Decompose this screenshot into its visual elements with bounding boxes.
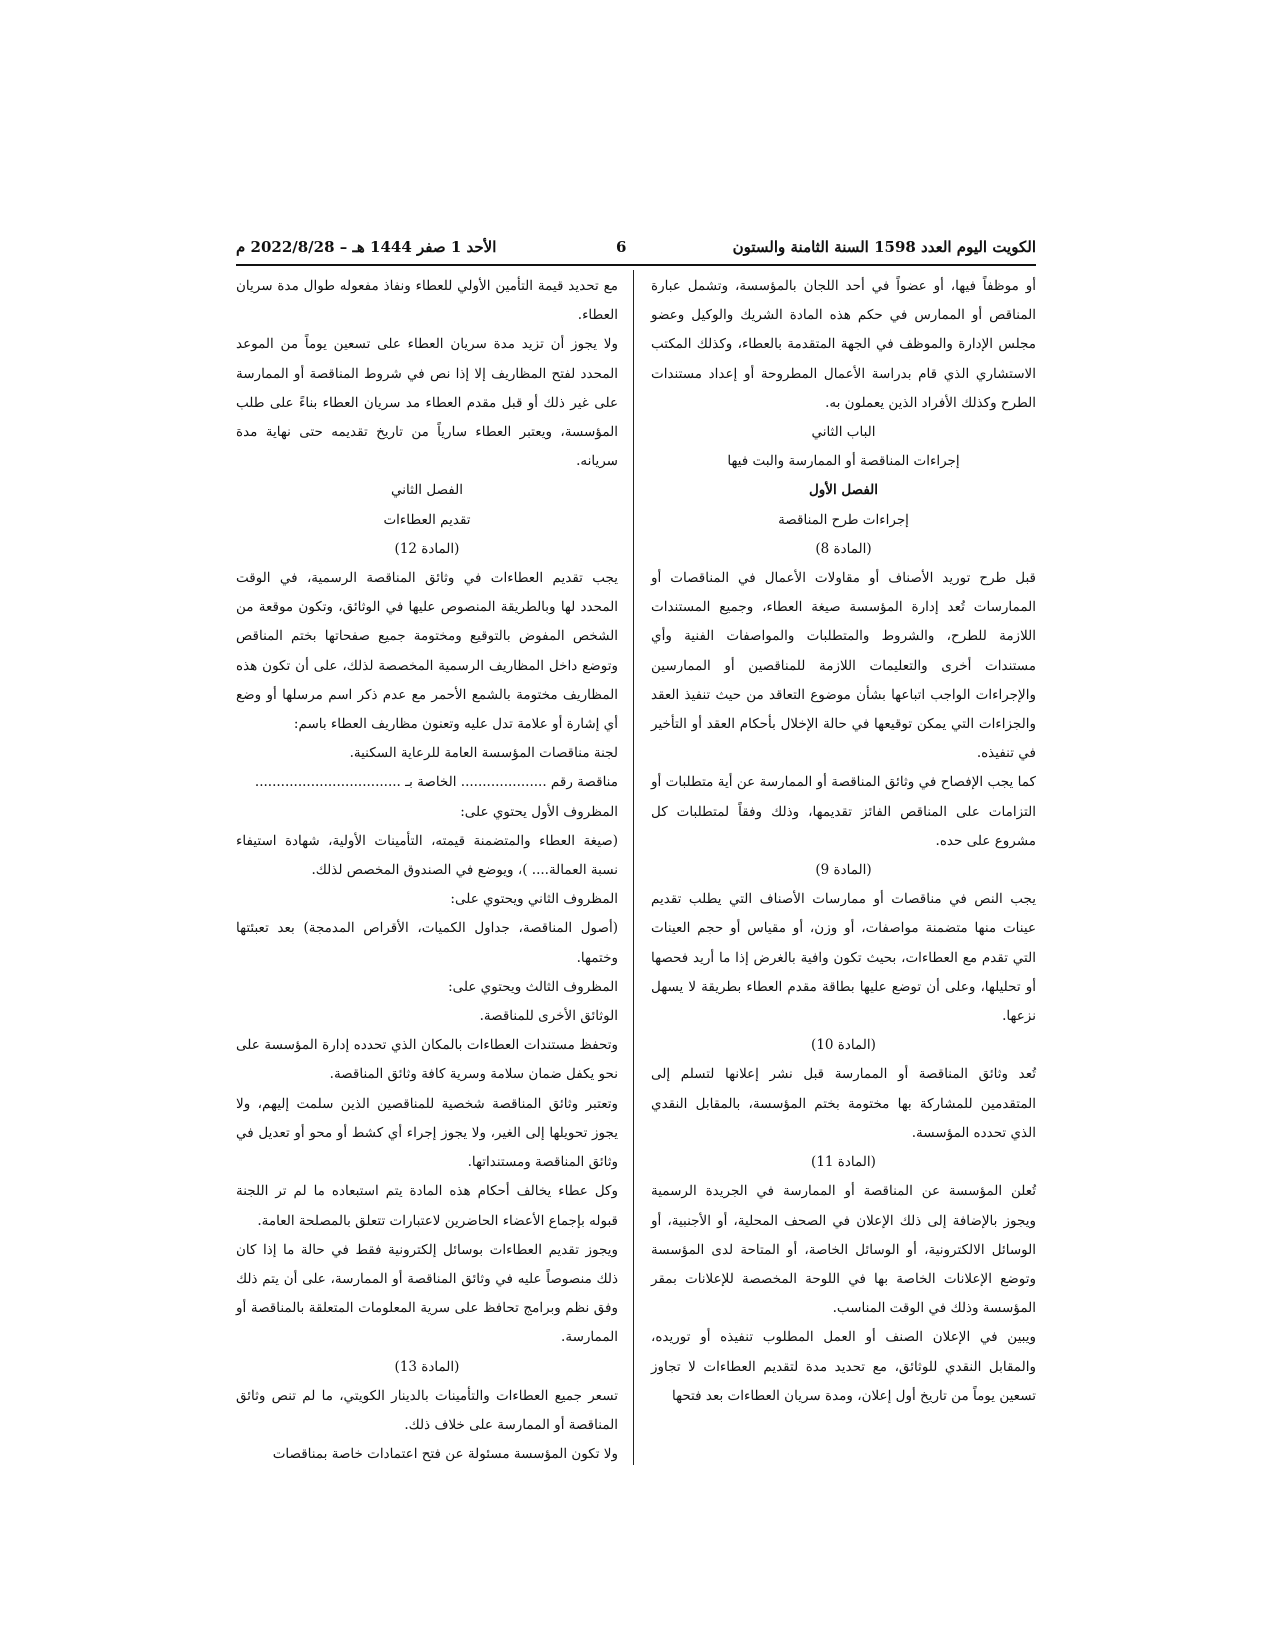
paragraph: تُعلن المؤسسة عن المناقصة أو الممارسة في الجريدة الرسمية ويجوز بالإضافة إلى ذلك الإعلان في الصحف المحلية، أو الأجنبية، أو الوسائل الالكترونية، أو الوسائل الخاصة، أو المتاحة لدى المؤسسة وتوضع الإعلانات الخاصة بها في اللوحة المخصصة للإعلانات بمقر المؤسسة وذلك في الوقت المناسب. xyxy=(651,1183,1036,1317)
paragraph: يجب تقديم العطاءات في وثائق المناقصة الرسمية، في الوقت المحدد لها وبالطريقة المنصوص عليها في الوثائق، وتكون موقعة من الشخص المفوض بالتوقيع ومختومة جميع صفحاتها بختم المناقص وتوضع داخل المظاريف الرسمية المخصصة لذلك، على أن تكون هذه المظاريف مختومة بالشمع الأحمر مع عدم ذكر اسم مرسلها أو وضع أي إشارة أو علامة تدل عليه وتعنون مظاريف العطاء باسم: xyxy=(236,570,618,733)
paragraph: المظروف الثالث ويحتوي على: xyxy=(448,978,618,995)
chapter-heading: إجراءات طرح المناقصة xyxy=(778,511,909,528)
paragraph: ولا يجوز أن تزيد مدة سريان العطاء على تسعين يوماً من الموعد المحدد لفتح المظاريف إلا إذا نص في شروط المناقصة أو الممارسة على غير ذلك أو قبل مقدم العطاء مد سريان العطاء بناءً على طلب المؤسسة، ويعتبر العطاء سارياً من تاريخ تقديمه حتى نهاية مدة سريانه. xyxy=(236,336,618,470)
paragraph: ويبين في الإعلان الصنف أو العمل المطلوب تنفيذه أو توريده، والمقابل النقدي للوثائق، مع تحديد مدة لتقديم العطاءات لا تجاوز تسعين يوماً من تاريخ أول إعلان، ومدة سريان العطاءات بعد فتحها xyxy=(651,1329,1036,1404)
paragraph: المظروف الثاني ويحتوي على: xyxy=(450,891,618,908)
paragraph: قبل طرح توريد الأصناف أو مقاولات الأعمال في المناقصات أو الممارسات تُعد إدارة المؤسسة صيغة العطاء، وجميع المستندات اللازمة للطرح، والشروط والمتطلبات والمواصفات الفنية وأي مستندات أخرى والتعليمات اللازمة للمناقصين أو الممارسين والإجراءات الواجب اتباعها بشأن موضوع التعاقد من حيث تنفيذ العقد والجزاءات التي يمكن توقيعها في حالة الإخلال بأحكام العقد أو التأخير في تنفيذه. xyxy=(651,570,1036,762)
article-heading: (المادة 9) xyxy=(815,862,872,879)
paragraph: (أصول المناقصة، جداول الكميات، الأقراص المدمجة) بعد تعبئتها وختمها. xyxy=(236,920,618,966)
issue-date: الأحد 1 صفر 1444 هـ – 2022/8/28 م xyxy=(236,238,497,256)
paragraph: المظروف الأول يحتوي على: xyxy=(460,803,618,820)
paragraph: (صيغة العطاء والمتضمنة قيمته، التأمينات الأولية، شهادة استيفاء نسبة العمالة.... )، ويوضع في الصندوق المخصص لذلك. xyxy=(236,832,618,879)
paragraph: الوثائق الأخرى للمناقصة. xyxy=(479,1008,618,1025)
paragraph: وتعتبر وثائق المناقصة شخصية للمناقصين الذين سلمت إليهم، ولا يجوز تحويلها إلى الغير، ولا يجوز إجراء أي كشط أو محو أو تعديل في وثائق المناقصة ومستنداتها. xyxy=(236,1095,618,1171)
paragraph: كما يجب الإفصاح في وثائق المناقصة أو الممارسة عن أية متطلبات أو التزامات على المناقص الفائز تقديمها، وذلك وفقاً لمتطلبات كل مشروع على حده. xyxy=(651,774,1036,849)
right-column xyxy=(651,272,1036,1411)
paragraph: يجب النص في مناقصات أو ممارسات الأصناف التي يطلب تقديم عينات منها متضمنة مواصفات، أو وزن، أو مقياس أو حجم العينات التي تقدم مع العطاءات، بحيث تكون وافية بالغرض إذا ما أريد فحصها أو تحليلها، وعلى أن توضع عليها بطاقة مقدم العطاء بطريقة لا يسهل نزعها. xyxy=(651,891,1036,1025)
publication-title: الكويت اليوم العدد 1598 السنة الثامنة والستون xyxy=(732,238,1036,256)
left-column xyxy=(236,272,618,1469)
paragraph: وكل عطاء يخالف أحكام هذه المادة يتم استبعاده ما لم تر اللجنة قبوله بإجماع الأعضاء الحاضرين لاعتبارات تتعلق بالمصلحة العامة. xyxy=(236,1183,618,1229)
chapter-heading: تقديم العطاءات xyxy=(383,511,471,528)
article-heading: (المادة 13) xyxy=(394,1358,460,1375)
paragraph: تسعر جميع العطاءات والتأمينات بالدينار الكويتي، ما لم تنص وثائق المناقصة أو الممارسة على خلاف ذلك. xyxy=(236,1387,618,1433)
paragraph: وتحفظ مستندات العطاءات بالمكان الذي تحدده إدارة المؤسسة على نحو يكفل ضمان سلامة وسرية كافة وثائق المناقصة. xyxy=(236,1037,618,1083)
page-number: 6 xyxy=(616,238,627,256)
paragraph: لجنة مناقصات المؤسسة العامة للرعاية السكنية. xyxy=(349,745,618,762)
column-divider xyxy=(633,270,634,1465)
article-heading: (المادة 8) xyxy=(815,540,872,557)
paragraph: ويجوز تقديم العطاءات بوسائل إلكترونية فقط في حالة ما إذا كان ذلك منصوصاً عليه في وثائق المناقصة أو الممارسة، على أن يتم ذلك وفق نظم وبرامج تحافظ على سرية المعلومات المتعلقة بالمناقصة أو الممارسة. xyxy=(236,1241,618,1346)
paragraph: مع تحديد قيمة التأمين الأولي للعطاء ونفاذ مفعوله طوال مدة سريان العطاء. xyxy=(236,278,618,324)
chapter-heading: الفصل الثاني xyxy=(391,482,463,499)
page-header xyxy=(236,238,1036,262)
paragraph: تُعد وثائق المناقصة أو الممارسة قبل نشر إعلانها لتسلم إلى المتقدمين للمشاركة بها مختومة بختم المؤسسة، بالمقابل النقدي الذي تحدده المؤسسة. xyxy=(651,1066,1036,1141)
chapter-heading: الفصل الأول xyxy=(808,482,879,499)
paragraph: أو موظفاً فيها، أو عضواً في أحد اللجان بالمؤسسة، وتشمل عبارة المناقص أو الممارس في حكم هذه المادة الشريك والوكيل وعضو مجلس الإدارة والموظف في الجهة المتقدمة بالعطاء، وكذلك المكتب الاستشاري الذي قام بدراسة الأعمال المطروحة أو إعداد مستندات الطرح وكذلك الأفراد الذين يعملون به. xyxy=(651,278,1036,411)
article-heading: (المادة 10) xyxy=(811,1037,876,1054)
section-heading: الباب الثاني xyxy=(811,424,876,441)
paragraph: ولا تكون المؤسسة مسئولة عن فتح اعتمادات خاصة بمناقصات xyxy=(272,1446,618,1463)
header-rule xyxy=(236,264,1036,266)
section-heading: إجراءات المناقصة أو الممارسة والبت فيها xyxy=(727,453,960,470)
article-heading: (المادة 12) xyxy=(394,540,460,557)
paragraph: مناقصة رقم .................... الخاصة بـ .................................. xyxy=(254,774,618,791)
article-heading: (المادة 11) xyxy=(811,1154,876,1171)
